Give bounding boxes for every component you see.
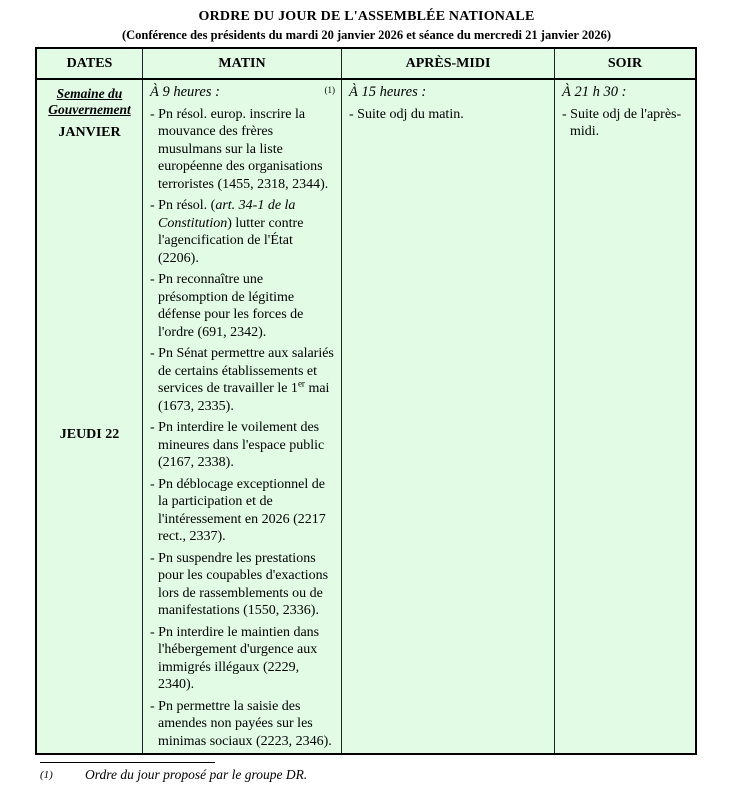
footnote-rule xyxy=(40,762,215,763)
soir-time: À 21 h 30 : xyxy=(562,84,627,100)
agenda-item-text: - Pn résol. europ. inscrire la mouvance des frères musulmans sur la liste européenne des organisations terroristes (1455, 2318, 2344). xyxy=(150,106,329,192)
agenda-item xyxy=(150,345,335,415)
agenda-item xyxy=(150,106,335,194)
agenda-item-text: - Pn suspendre les prestations pour les coupables d'exactions lors de rassemblements ou de manifestations (1550, 2336). xyxy=(150,550,329,618)
table-body-row xyxy=(37,80,695,753)
agenda-item-text: - Pn Sénat permettre aux salariés de certains établissements et services de travailler le 1 xyxy=(150,346,334,396)
agenda-item-text: - Pn déblocage exceptionnel de la participation et de l'intéressement en 2026 (2217 rect., 2337). xyxy=(150,476,326,544)
agenda-item xyxy=(150,476,335,546)
footnote-ref-sup: (1) xyxy=(324,85,335,95)
month-label: JANVIER xyxy=(58,125,121,140)
agenda-item xyxy=(150,271,335,341)
footnote-ref: (1) xyxy=(40,769,53,781)
apres-midi-heading xyxy=(349,84,548,102)
agenda-item-sup: er xyxy=(297,378,305,389)
footnote-line xyxy=(40,767,307,783)
soir-item-text: - Suite odj de l'après-midi. xyxy=(562,106,682,139)
col-header-dates: DATES xyxy=(37,49,143,78)
agenda-item-text: ) lutter contre l'agencification de l'État (2206). xyxy=(158,215,304,266)
apres-midi-time: À 15 heures : xyxy=(349,84,427,100)
agenda-item-italic: art. 34-1 de la Constitution xyxy=(158,198,296,231)
col-header-apres-midi: APRÈS-MIDI xyxy=(342,49,555,78)
agenda-item xyxy=(150,419,335,472)
apres-midi-item-text: - Suite odj du matin. xyxy=(349,106,464,122)
agenda-item xyxy=(150,550,335,620)
apres-midi-cell xyxy=(342,80,555,753)
matin-heading xyxy=(150,84,335,102)
table-header-row xyxy=(37,49,695,80)
agenda-item-text: - Pn reconnaître une présomption de légitime défense pour les forces de l'ordre (691, 2342). xyxy=(150,272,304,340)
footnote xyxy=(40,762,307,783)
soir-heading xyxy=(562,84,689,102)
col-header-soir: SOIR xyxy=(607,55,643,71)
doc-subtitle: (Conférence des présidents du mardi 20 janvier 2026 et séance du mercredi 21 janvier 2026) xyxy=(121,28,612,42)
matin-cell xyxy=(143,80,342,753)
dates-cell xyxy=(37,80,143,753)
agenda-item xyxy=(150,698,335,751)
soir-cell xyxy=(555,80,695,753)
agenda-item xyxy=(150,624,335,694)
day-label: JEUDI 22 xyxy=(59,427,120,442)
soir-item xyxy=(562,106,689,141)
agenda-item-text: - Pn résol. ( xyxy=(150,198,216,213)
agenda-table xyxy=(35,47,697,755)
agenda-item-text: mai (1673, 2335). xyxy=(158,381,330,414)
agenda-item-text: - Pn interdire le voilement des mineures dans l'espace public (2167, 2338). xyxy=(150,420,325,470)
agenda-item xyxy=(150,197,335,267)
matin-time: À 9 heures : xyxy=(150,84,220,100)
week-label: Semaine du Gouvernement xyxy=(48,86,131,117)
apres-midi-item xyxy=(349,106,548,124)
footnote-text: Ordre du jour proposé par le groupe DR. xyxy=(85,767,308,782)
doc-title: ORDRE DU JOUR DE L'ASSEMBLÉE NATIONALE xyxy=(198,9,535,24)
agenda-item-text: - Pn interdire le maintien dans l'hébergement d'urgence aux immigrés illégaux (2229, 2340). xyxy=(150,624,320,692)
col-header-matin: MATIN xyxy=(143,49,342,78)
agenda-item-text: - Pn permettre la saisie des amendes non payées sur les minimas sociaux (2223, 2346). xyxy=(150,698,332,749)
